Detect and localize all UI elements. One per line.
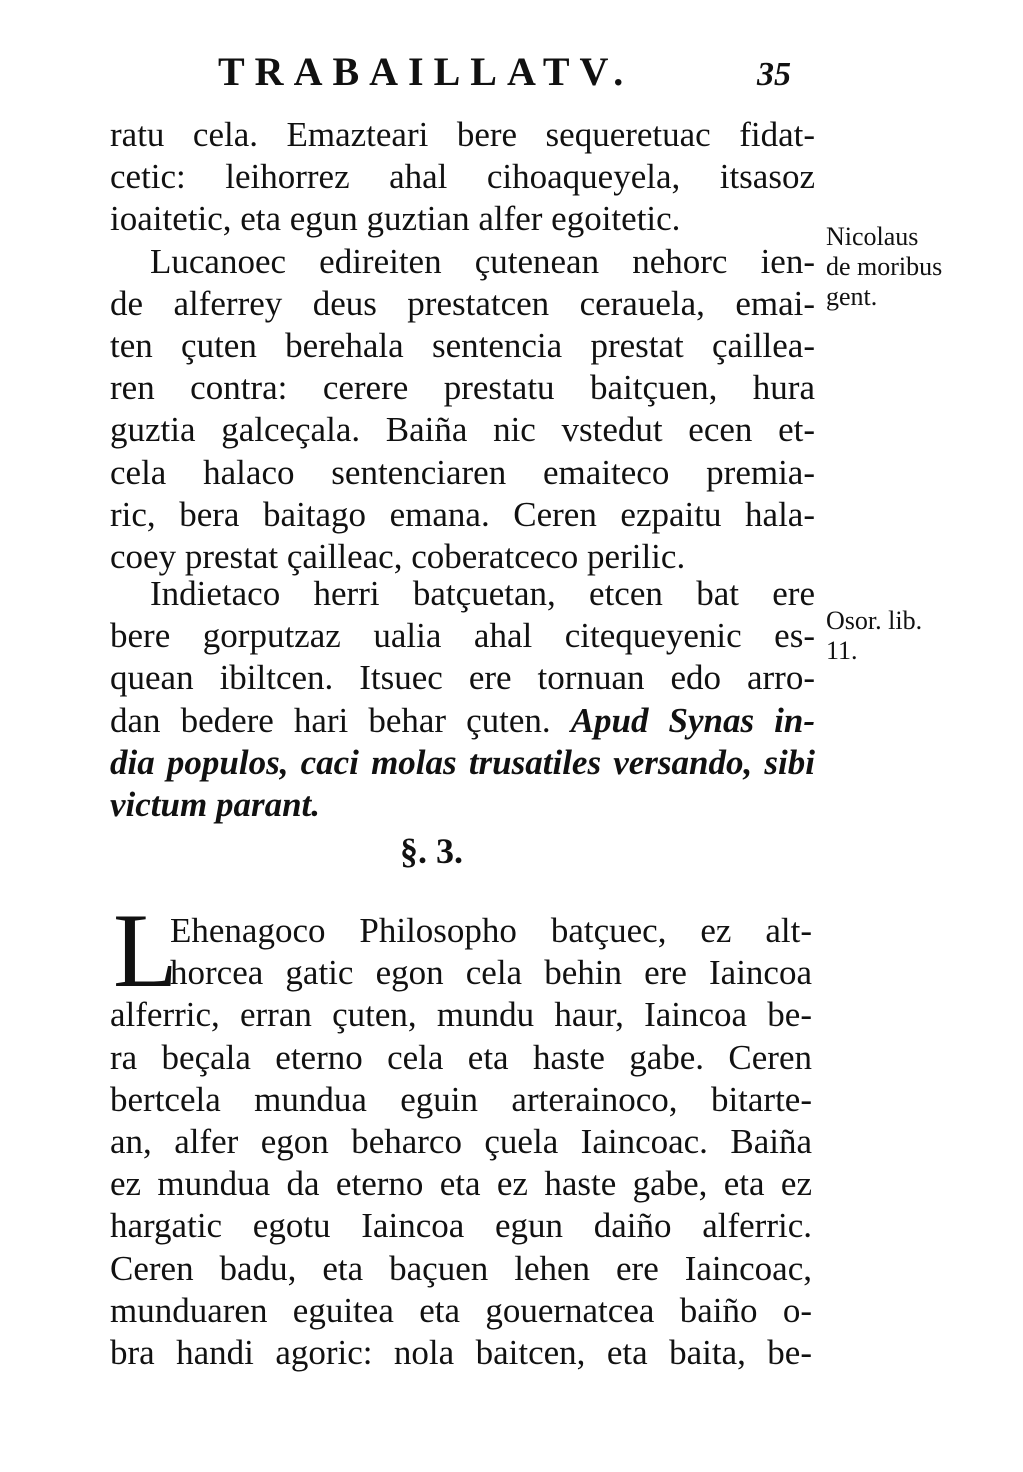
text-line: alferric, erran çuten, mundu haur, Iaincoa be- xyxy=(110,995,812,1035)
text-line: cela halaco sentenciaren emaiteco premia- xyxy=(110,452,815,492)
text-line: bertcela mundua eguin arterainoco, bitarte- xyxy=(110,1079,812,1119)
drop-cap-lines xyxy=(110,892,812,1009)
text-line: Indietaco herri batçuetan, etcen bat ere xyxy=(150,574,815,613)
text-line: hargatic egotu Iaincoa egun daiño alferric. xyxy=(110,1206,812,1246)
text-line: Lucanoec edireiten çutenean nehorc ien- xyxy=(150,241,815,281)
text-block-section-3 xyxy=(110,892,812,1374)
text-line: cetic: leihorrez ahal cihoaqueyela, itsasoz xyxy=(110,157,815,197)
text-line: ric, bera baitago emana. Ceren ezpaitu hala- xyxy=(110,494,815,534)
text-line: ren contra: cerere prestatu baitçuen, hura xyxy=(110,368,815,408)
margin-note-line: gent. xyxy=(826,282,878,311)
page-number: 35 xyxy=(757,56,791,93)
text-block-middle xyxy=(110,573,815,826)
margin-note-nicolaus xyxy=(826,222,942,312)
text-line: Ehenagoco Philosopho batçuec, ez alt- xyxy=(170,911,812,950)
margin-note-line: Nicolaus xyxy=(826,222,919,251)
margin-note-line: 11. xyxy=(826,636,858,665)
text-line: Ceren badu, eta baçuen lehen ere Iaincoac, xyxy=(110,1248,812,1288)
text-line: bere gorputzaz ualia ahal citequeyenic es- xyxy=(110,616,815,656)
latin-quote-line: dia populos, caci molas trusatiles versando, sibi xyxy=(110,742,815,782)
margin-note-line: Osor. lib. xyxy=(826,606,923,635)
latin-quote-line: victum parant. xyxy=(110,784,321,824)
text-line: ten çuten berehala sentencia prestat çaillea- xyxy=(110,325,815,365)
text-line: ra beçala eterno cela eta haste gabe. Ceren xyxy=(110,1037,812,1077)
text-line: coey prestat çailleac, coberatceco perilic. xyxy=(110,536,686,576)
drop-cap: L xyxy=(113,892,178,1009)
text-line: ioaitetic, eta egun guztian alfer egoitetic. xyxy=(110,199,681,239)
text-run: dan bedere hari behar çuten. xyxy=(110,700,551,740)
text-line: de alferrey deus prestatcen cerauela, emai- xyxy=(110,283,815,323)
margin-note-line: de moribus xyxy=(826,252,943,281)
section-heading: §. 3. xyxy=(400,831,463,871)
text-line: horcea gatic egon cela behin ere Iaincoa xyxy=(170,953,812,993)
text-line: guztia galceçala. Baiña nic vstedut ecen et- xyxy=(110,410,815,450)
running-title: TRABAILLATV. xyxy=(218,49,634,94)
text-line: ez mundua da eterno eta ez haste gabe, eta ez xyxy=(110,1164,812,1204)
text-line: ratu cela. Emazteari bere sequeretuac fidat- xyxy=(110,115,815,154)
text-line: an, alfer egon beharco çuela Iaincoac. Baiña xyxy=(110,1121,812,1161)
margin-note-osor xyxy=(826,606,922,666)
text-line: munduaren eguitea eta gouernatcea baiño o- xyxy=(110,1290,812,1330)
text-line: quean ibiltcen. Itsuec ere tornuan edo arro- xyxy=(110,658,815,698)
text-line: bra handi agoric: nola baitcen, eta baita, be- xyxy=(110,1332,812,1372)
text-line-with-quote xyxy=(110,700,815,742)
latin-quote-run: Apud Synas in- xyxy=(570,700,816,740)
text-block-upper xyxy=(110,114,815,578)
